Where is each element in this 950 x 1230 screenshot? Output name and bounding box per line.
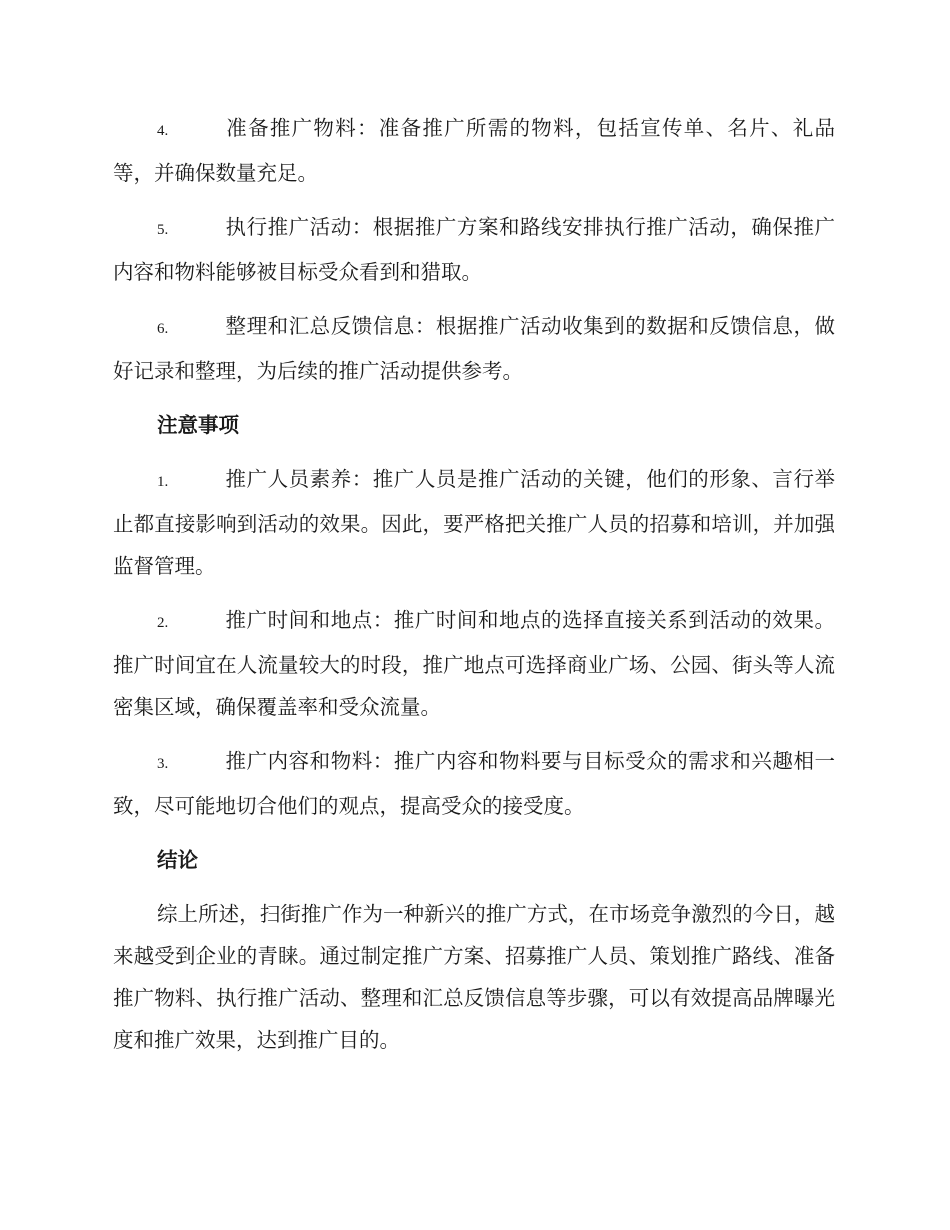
list-number: 6. (157, 321, 169, 337)
list-number: 4. (157, 123, 169, 139)
list-text: 准备推广物料：准备推广所需的物料，包括宣传单、名片、礼品等，并确保数量充足。 (113, 116, 835, 185)
document-page (113, 107, 835, 1073)
section-heading-notes: 注意事项 (157, 413, 239, 437)
list-text: 整理和汇总反馈信息：根据推广活动收集到的数据和反馈信息，做好记录和整理，为后续的推广活动提供参考。 (113, 314, 835, 383)
conclusion-paragraph: 综上所述，扫街推广作为一种新兴的推广方式，在市场竞争激烈的今日，越来越受到企业的青睐。通过制定推广方案、招募推广人员、策划推广路线、准备推广物料、执行推广活动、整理和汇总反馈信息等步骤，可以有效提高品牌曝光度和推广效果，达到推广目的。 (113, 902, 835, 1052)
list-item (113, 458, 835, 587)
list-text: 推广人员素养：推广人员是推广活动的关键，他们的形象、言行举止都直接影响到活动的效果。因此，要严格把关推广人员的招募和培训，并加强监督管理。 (113, 467, 835, 578)
list-number: 1. (157, 474, 169, 490)
list-item (113, 206, 835, 293)
list-item (113, 599, 835, 728)
list-number: 5. (157, 222, 169, 238)
list-text: 推广时间和地点：推广时间和地点的选择直接关系到活动的效果。推广时间宜在人流量较大的时段，推广地点可选择商业广场、公园、街头等人流密集区域，确保覆盖率和受众流量。 (113, 608, 835, 719)
list-text: 执行推广活动：根据推广方案和路线安排执行推广活动，确保推广内容和物料能够被目标受众看到和猎取。 (113, 215, 835, 284)
list-item (113, 305, 835, 392)
list-number: 2. (157, 615, 169, 631)
section-heading-conclusion: 结论 (157, 848, 198, 872)
list-number: 3. (157, 756, 169, 772)
list-text: 推广内容和物料：推广内容和物料要与目标受众的需求和兴趣相一致，尽可能地切合他们的观点，提高受众的接受度。 (113, 749, 835, 818)
list-item (113, 107, 835, 194)
list-item (113, 740, 835, 827)
